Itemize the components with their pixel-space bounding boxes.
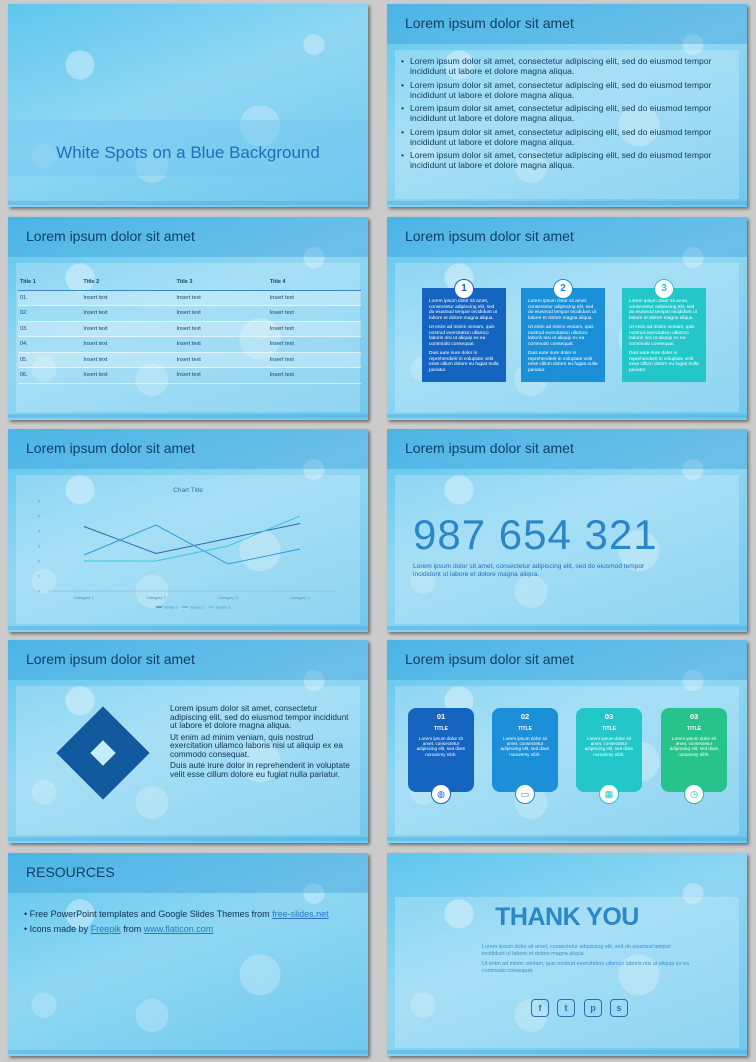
step-number-badge: 1 (454, 279, 474, 299)
bullet-item: • Lorem ipsum dolor sit amet, consectetur adipiscing elit, sed do eiusmod tempor incididunt ut labore et dolore magna aliqua. (401, 56, 735, 76)
table-cell: Insert text (175, 321, 268, 337)
box-text: Lorem ipsum dolor sit amet, consectetur adipiscing elit, sed do eiusmod tempor incididunt ut labore et dolore magna aliqua. (528, 299, 596, 321)
bullet-list (401, 56, 735, 174)
data-table (18, 275, 361, 384)
info-card-4 (661, 708, 727, 799)
table-header: Title 3 (175, 275, 268, 290)
y-tick-label: 5 (37, 513, 40, 519)
card-title: TITLE (602, 726, 616, 732)
y-tick-label: 3 (37, 543, 40, 549)
series-line (84, 524, 300, 554)
slide-footer (387, 414, 747, 418)
paragraph: Ut enim ad minim veniam, quis nostrud exercitation ullamco laboris nisi ut aliquip ex ea commodo consequat. (482, 961, 690, 974)
card-number: 01 (436, 712, 446, 721)
table-cell: Insert text (81, 368, 174, 384)
table-cell: Insert text (81, 337, 174, 353)
info-card-1 (408, 708, 474, 799)
table-cell: Insert text (175, 306, 268, 322)
bullet-item: • Lorem ipsum dolor sit amet, consectetur adipiscing elit, sed do eiusmod tempor incididunt ut labore et dolore magna aliqua. (401, 80, 735, 100)
table-header: Title 2 (81, 275, 174, 290)
film-icon: ▦ (599, 784, 619, 804)
table-row (18, 290, 361, 306)
slide-thumbnail-4[interactable] (387, 217, 747, 420)
slide-title: Lorem ipsum dolor sit amet (26, 651, 195, 667)
box-text: Ut enim ad minim veniam, quis nostrud exercitation ullamco laboris nisi ut aliquip ex ea commodo consequat. (629, 325, 695, 347)
resource-text: Free PowerPoint templates and Google Slides Themes from (29, 909, 273, 919)
series-line (84, 525, 300, 564)
legend-label: Series 3 (216, 605, 230, 610)
table-cell: Insert text (268, 290, 361, 306)
table-row (18, 306, 361, 322)
table-cell: Insert text (81, 321, 174, 337)
table-header-row (18, 275, 361, 290)
slide-thumbnail-10[interactable] (387, 853, 747, 1056)
slide-title: Lorem ipsum dolor sit amet (26, 228, 195, 244)
slide-thumbnail-2[interactable] (387, 4, 747, 207)
flaticon-link[interactable]: www.flaticon.com (143, 924, 214, 934)
card-text: Lorem ipsum dolor sit amet, consectetur adipiscing elit, sed diam nonummy nibh. (500, 736, 550, 757)
info-card-2 (492, 708, 558, 799)
slide-title: RESOURCES (26, 864, 115, 880)
table-row (18, 321, 361, 337)
skype-icon[interactable]: s (610, 999, 628, 1017)
y-tick-label: 6 (37, 498, 40, 504)
box-text: Ut enim ad minim veniam, quis nostrud exercitation ullamco laboris nisi ut aliquip ex ea commodo consequat. (429, 325, 495, 347)
card-text: Lorem ipsum dolor sit amet, consectetur adipiscing elit, sed diam nonummy nibh. (584, 736, 634, 757)
x-tick-label: Category 1 (74, 595, 94, 600)
legend-label: Series 1 (164, 605, 178, 610)
freepik-link[interactable]: Freepik (90, 924, 121, 934)
bullet-item: • Lorem ipsum dolor sit amet, consectetur adipiscing elit, sed do eiusmod tempor incididunt ut labore et dolore magna aliqua. (401, 103, 735, 123)
body-text (170, 704, 350, 781)
card-text: Lorem ipsum dolor sit amet, consectetur adipiscing elit, sed diam nonummy nibh. (669, 736, 719, 757)
resource-list (24, 909, 329, 939)
bullet-item: • Lorem ipsum dolor sit amet, consectetur adipiscing elit, sed do eiusmod tempor incididunt ut labore et dolore magna aliqua. (401, 127, 735, 147)
card-title: TITLE (518, 726, 532, 732)
slide-thumbnail-1[interactable] (8, 4, 368, 207)
resource-item (24, 909, 329, 919)
step-number-badge: 3 (654, 279, 674, 299)
y-tick-label: 4 (37, 528, 40, 534)
slide-thumbnail-7[interactable] (8, 640, 368, 843)
process-box-3 (622, 283, 706, 382)
slide-title: Lorem ipsum dolor sit amet (405, 15, 574, 31)
table-cell: Insert text (268, 306, 361, 322)
paragraph: Lorem ipsum dolor sit amet, consectetur adipiscing elit, sed do eiusmod tempor incididunt ut labore et dolore magna aliqua. (170, 703, 349, 730)
card-number: 03 (689, 712, 699, 721)
process-box-1 (422, 283, 506, 382)
table-cell: Insert text (175, 368, 268, 384)
x-tick-label: Category 3 (218, 595, 238, 600)
slide-title: Lorem ipsum dolor sit amet (405, 651, 574, 667)
slide-title: Lorem ipsum dolor sit amet (26, 440, 195, 456)
table-cell: Insert text (175, 290, 268, 306)
step-number-badge: 2 (553, 279, 573, 299)
paragraph: Duis aute irure dolor in reprehenderit in voluptate velit esse cillum dolore eu fugiat nulla pariatur. (170, 760, 350, 779)
facebook-icon[interactable]: f (531, 999, 549, 1017)
number-caption: Lorem ipsum dolor sit amet, consectetur adipiscing elit, sed do eiusmod tempor incididunt ut labore et dolore magna aliqua. (413, 563, 645, 578)
table-cell: 02. (18, 306, 81, 322)
table-row (18, 352, 361, 368)
paragraph: Ut enim ad minim veniam, quis nostrud exercitation ullamco laboris nisi ut aliquip ex ea commodo consequat. (170, 731, 343, 759)
box-text: Duis aute irure dolor in reprehenderit in voluptate velit esse cillum dolore eu fugiat nulla pariatur. (629, 351, 699, 373)
resource-item (24, 924, 329, 934)
table-cell: 06. (18, 368, 81, 384)
box-text: Ut enim ad minim veniam, quis nostrud exercitation ullamco laboris nisi ut aliquip ex ea commodo consequat. (528, 325, 594, 347)
process-box-2 (521, 283, 605, 382)
closing-text (482, 944, 692, 978)
table-cell: Insert text (175, 352, 268, 368)
slide-thumbnail-3[interactable] (8, 217, 368, 420)
slide-thumbnail-6[interactable] (387, 429, 747, 632)
slide-title: Lorem ipsum dolor sit amet (405, 228, 574, 244)
slide-footer (8, 414, 368, 418)
slide-thumbnail-5[interactable] (8, 429, 368, 632)
table-cell: Insert text (175, 337, 268, 353)
slide-footer (8, 626, 368, 630)
table-cell: Insert text (81, 306, 174, 322)
table-row (18, 368, 361, 384)
x-tick-label: Category 2 (146, 595, 166, 600)
slide-footer (387, 201, 747, 205)
slide-footer (387, 1050, 747, 1054)
globe-icon: ◍ (431, 784, 451, 804)
table-cell: 01. (18, 290, 81, 306)
twitter-icon[interactable]: t (557, 999, 575, 1017)
table-cell: Insert text (81, 352, 174, 368)
slide-footer (8, 1050, 368, 1054)
thank-you-title: THANK YOU (495, 903, 639, 931)
table-cell: Insert text (268, 337, 361, 353)
resource-text: Icons made by (29, 924, 91, 934)
card-number: 03 (604, 712, 614, 721)
y-tick-label: 2 (37, 558, 40, 564)
table-header: Title 1 (18, 275, 81, 290)
big-number: 987 654 321 (413, 511, 658, 558)
line-chart (18, 479, 358, 614)
table-cell: Insert text (268, 321, 361, 337)
card-number: 02 (520, 712, 530, 721)
table-cell: Insert text (268, 352, 361, 368)
card-title: TITLE (687, 726, 701, 732)
slide-footer (8, 201, 368, 205)
table-cell: 04. (18, 337, 81, 353)
table-header: Title 4 (268, 275, 361, 290)
card-title: TITLE (434, 726, 448, 732)
table-cell: Insert text (81, 290, 174, 306)
slide-thumbnail-8[interactable] (387, 640, 747, 843)
slide-thumbnail-9[interactable] (8, 853, 368, 1056)
x-tick-label: Category 4 (290, 595, 310, 600)
clock-icon: ◷ (684, 784, 704, 804)
box-text: Lorem ipsum dolor sit amet, consectetur adipiscing elit, sed do eiusmod tempor incididunt ut labore et dolore magna aliqua. (629, 299, 697, 321)
legend-label: Series 2 (190, 605, 204, 610)
table-cell: Insert text (268, 368, 361, 384)
chart-title: Chart Title (173, 487, 203, 494)
box-text: Lorem ipsum dolor sit amet, consectetur adipiscing elit, sed do eiusmod tempor incididunt ut labore et dolore magna aliqua. (429, 299, 497, 321)
table-cell: 03. (18, 321, 81, 337)
card-text: Lorem ipsum dolor sit amet, consectetur adipiscing elit, sed diam nonummy nibh. (416, 736, 466, 757)
slide-title: Lorem ipsum dolor sit amet (405, 440, 574, 456)
resource-text: from (120, 924, 144, 934)
table-cell: 05. (18, 352, 81, 368)
box-text: Duis aute irure dolor in reprehenderit in voluptate velit esse cillum dolore eu fugiat nulla pariatur. (429, 351, 499, 373)
info-card-3 (576, 708, 642, 799)
bullet-item: • Lorem ipsum dolor sit amet, consectetur adipiscing elit, sed do eiusmod tempor incididunt ut labore et dolore magna aliqua. (401, 150, 735, 170)
slide-footer (8, 837, 368, 841)
table-row (18, 337, 361, 353)
folder-icon: ▭ (515, 784, 535, 804)
slide-main-title: White Spots on a Blue Background (56, 143, 320, 162)
box-text: Duis aute irure dolor in reprehenderit in voluptate velit esse cillum dolore eu fugiat nulla pariatur. (528, 351, 598, 373)
slide-footer (387, 837, 747, 841)
pinterest-icon[interactable]: p (584, 999, 602, 1017)
slide-footer (387, 626, 747, 630)
free-slides-link[interactable]: free-slides.net (272, 909, 329, 919)
paragraph: Lorem ipsum dolor sit amet, consectetur adipiscing elit, sed do eiusmod tempor incididunt ut labore et dolore magna aliqua. (482, 944, 672, 957)
y-tick-label: 0 (37, 588, 40, 594)
y-tick-label: 1 (37, 573, 40, 579)
